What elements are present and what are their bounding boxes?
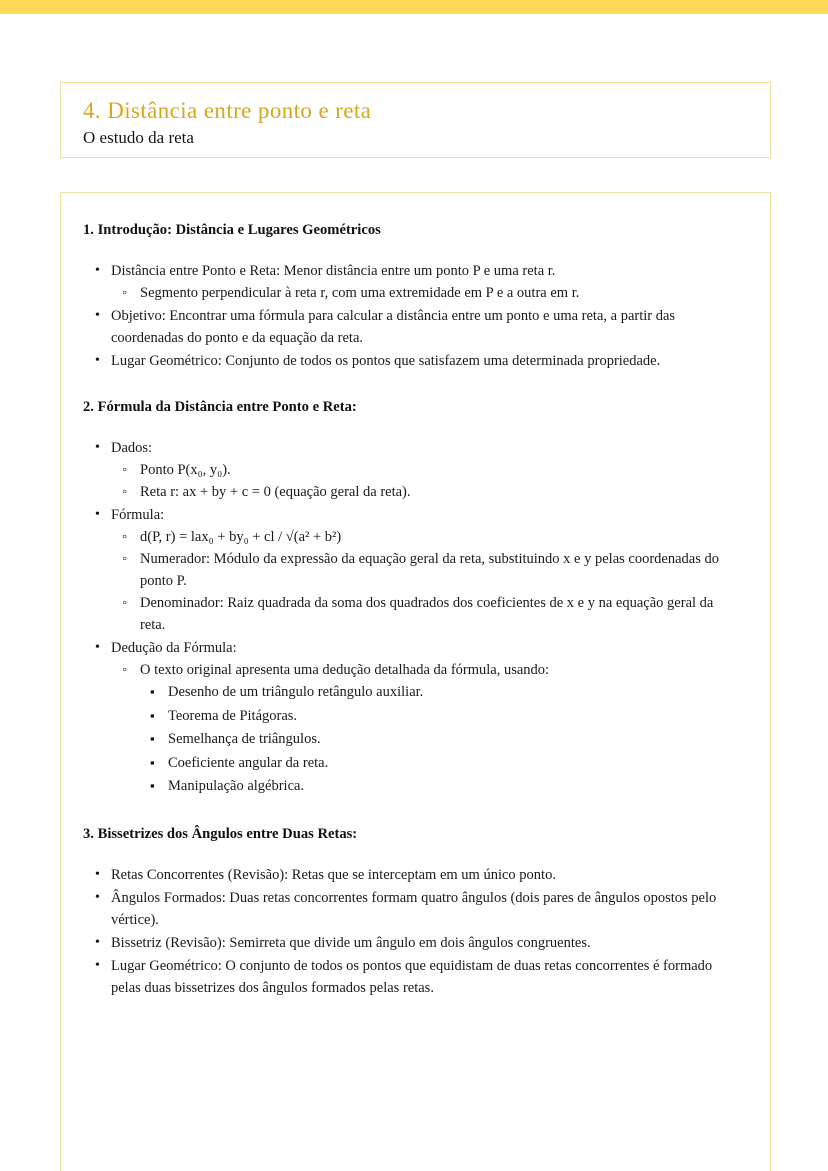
list-item xyxy=(83,305,740,349)
bullet-subsublist xyxy=(140,681,740,798)
page-subtitle: O estudo da reta xyxy=(83,127,194,147)
document-header-box xyxy=(60,82,771,158)
bullet-sublist xyxy=(111,459,740,503)
section-bissetrizes xyxy=(83,825,740,999)
list-item-text: • Dados: xyxy=(111,437,740,459)
list-item xyxy=(140,705,740,728)
list-item-text: ◦ O texto original apresenta uma dedução detalhada da fórmula, usando: xyxy=(140,659,740,681)
list-item-text: ▪ Manipulação algébrica. xyxy=(168,775,740,798)
list-item xyxy=(83,260,740,304)
list-item xyxy=(83,637,740,798)
list-item-text: • Lugar Geométrico: Conjunto de todos os pontos que satisfazem uma determinada propriedade. xyxy=(111,350,740,372)
list-item-text: • Fórmula: xyxy=(111,504,740,526)
list-item-text: • Lugar Geométrico: O conjunto de todos os pontos que equidistam de duas retas concorrentes é formado pelas duas bissetrizes dos ângulos formados pelas retas. xyxy=(111,955,740,999)
list-item xyxy=(83,437,740,503)
bullet-list xyxy=(83,864,740,999)
bullet-list xyxy=(83,260,740,372)
list-item xyxy=(111,481,740,503)
list-item-text: ◦ Numerador: Módulo da expressão da equação geral da reta, substituindo x e y pelas coordenadas do ponto P. xyxy=(140,548,740,592)
list-item-text: • Ângulos Formados: Duas retas concorrentes formam quatro ângulos (dois pares de ângulos opostos pelo vértice). xyxy=(111,887,740,931)
section-formula xyxy=(83,398,740,799)
bullet-list xyxy=(83,437,740,799)
list-item xyxy=(83,350,740,372)
list-item-text: ▪ Teorema de Pitágoras. xyxy=(168,705,740,728)
section-introducao xyxy=(83,221,740,372)
list-item xyxy=(83,504,740,636)
formula-item xyxy=(111,526,740,548)
formula-text: ◦ d(P, r) = lax₀ + by₀ + cl / √(a² + b²) xyxy=(140,526,740,548)
section-heading: 2. Fórmula da Distância entre Ponto e Reta: xyxy=(83,399,357,416)
list-item-text: ▪ Desenho de um triângulo retângulo auxiliar. xyxy=(168,681,740,704)
list-item xyxy=(140,728,740,751)
document-page xyxy=(0,14,828,1171)
section-heading: 1. Introdução: Distância e Lugares Geométricos xyxy=(83,222,381,238)
bullet-sublist xyxy=(111,659,740,798)
list-item xyxy=(140,752,740,775)
list-item xyxy=(111,459,740,481)
list-item-text: • Dedução da Fórmula: xyxy=(111,637,740,659)
list-item-text: ◦ Reta r: ax + by + c = 0 (equação geral da reta). xyxy=(140,481,740,503)
document-content-box xyxy=(60,192,771,1171)
top-accent-bar xyxy=(0,0,828,14)
list-item-text: ◦ Segmento perpendicular à reta r, com uma extremidade em P e a outra em r. xyxy=(140,282,740,304)
list-item-text: ▪ Semelhança de triângulos. xyxy=(168,728,740,751)
page-title: 4. Distância entre ponto e reta xyxy=(83,98,372,123)
list-item-text: • Objetivo: Encontrar uma fórmula para calcular a distância entre um ponto e uma reta, a partir das coordenadas do ponto e da equação da reta. xyxy=(111,305,740,349)
list-item xyxy=(111,548,740,592)
list-item xyxy=(83,932,740,954)
list-item xyxy=(111,282,740,304)
list-item xyxy=(111,592,740,636)
list-item xyxy=(83,887,740,931)
list-item xyxy=(140,775,740,798)
list-item xyxy=(111,659,740,798)
list-item-text: • Bissetriz (Revisão): Semirreta que divide um ângulo em dois ângulos congruentes. xyxy=(111,932,740,954)
list-item-text: • Retas Concorrentes (Revisão): Retas que se interceptam em um único ponto. xyxy=(111,864,740,886)
list-item xyxy=(83,955,740,999)
bullet-sublist xyxy=(111,282,740,304)
list-item xyxy=(83,864,740,886)
list-item-text: • Distância entre Ponto e Reta: Menor distância entre um ponto P e uma reta r. xyxy=(111,260,740,282)
list-item xyxy=(140,681,740,704)
section-heading: 3. Bissetrizes dos Ângulos entre Duas Retas: xyxy=(83,825,358,842)
list-item-text: ▪ Coeficiente angular da reta. xyxy=(168,752,740,775)
bullet-sublist xyxy=(111,526,740,636)
list-item-text: ◦ Ponto P(x₀, y₀). xyxy=(140,459,740,481)
list-item-text: ◦ Denominador: Raiz quadrada da soma dos quadrados dos coeficientes de x e y na equação geral da reta. xyxy=(140,592,740,636)
